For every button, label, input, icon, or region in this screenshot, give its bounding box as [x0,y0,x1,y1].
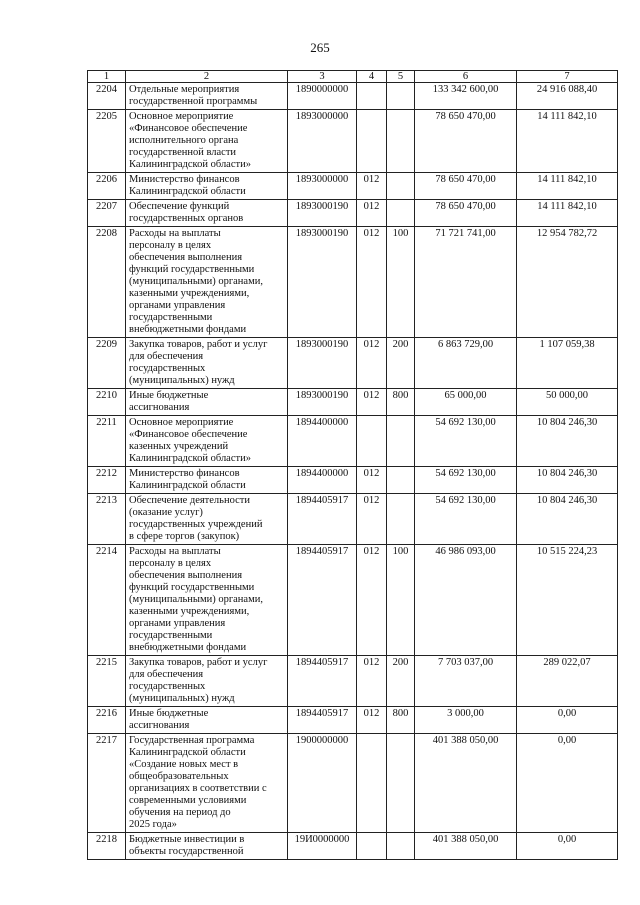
row-name: Закупка товаров, работ и услуг для обеспечения государственных (муниципальных) нужд [126,338,288,389]
row-code: 1893000190 [288,227,357,338]
row-name: Закупка товаров, работ и услуг для обеспечения государственных (муниципальных) нужд [126,656,288,707]
row-code: 1893000000 [288,173,357,200]
row-column-4: 012 [357,656,387,707]
table-row [88,338,618,389]
row-name: Расходы на выплаты персоналу в целях обеспечения выполнения функций государственными (муниципальными) органами, казенными учреждениями, органами управления государственными внебюджетными фондами [126,545,288,656]
row-column-4: 012 [357,200,387,227]
table-row [88,734,618,833]
row-code: 1894405917 [288,707,357,734]
row-amount-7: 50 000,00 [517,389,618,416]
row-code: 19И0000000 [288,833,357,860]
row-column-5 [387,83,415,110]
row-number: 2207 [88,200,126,227]
row-amount-6: 54 692 130,00 [415,416,517,467]
row-column-4: 012 [357,545,387,656]
row-column-5 [387,416,415,467]
row-number: 2205 [88,110,126,173]
row-number: 2218 [88,833,126,860]
row-code: 1894400000 [288,467,357,494]
column-header: 2 [126,71,288,83]
row-number: 2215 [88,656,126,707]
row-column-4: 012 [357,227,387,338]
row-amount-7: 10 515 224,23 [517,545,618,656]
row-column-4: 012 [357,707,387,734]
row-amount-6: 46 986 093,00 [415,545,517,656]
column-header: 3 [288,71,357,83]
row-code: 1900000000 [288,734,357,833]
row-amount-6: 6 863 729,00 [415,338,517,389]
row-amount-7: 10 804 246,30 [517,467,618,494]
row-amount-7: 0,00 [517,734,618,833]
row-number: 2214 [88,545,126,656]
row-column-4 [357,416,387,467]
row-code: 1893000190 [288,389,357,416]
row-name: Расходы на выплаты персоналу в целях обеспечения выполнения функций государственными (муниципальными) органами, казенными учреждениями, органами управления государственными внебюджетными фондами [126,227,288,338]
row-amount-6: 133 342 600,00 [415,83,517,110]
table-row [88,173,618,200]
row-amount-7: 289 022,07 [517,656,618,707]
row-column-5 [387,467,415,494]
row-amount-6: 3 000,00 [415,707,517,734]
row-amount-7: 0,00 [517,833,618,860]
row-amount-7: 24 916 088,40 [517,83,618,110]
row-column-5 [387,110,415,173]
table-header-row [88,71,618,83]
row-amount-7: 10 804 246,30 [517,494,618,545]
row-code: 1894400000 [288,416,357,467]
row-column-4 [357,110,387,173]
row-column-4 [357,833,387,860]
row-code: 1890000000 [288,83,357,110]
row-number: 2208 [88,227,126,338]
row-amount-6: 401 388 050,00 [415,734,517,833]
budget-table [87,70,618,860]
row-code: 1893000190 [288,338,357,389]
row-number: 2210 [88,389,126,416]
row-name: Министерство финансов Калининградской области [126,173,288,200]
table-row [88,227,618,338]
row-column-5: 100 [387,227,415,338]
row-column-4 [357,734,387,833]
row-amount-6: 71 721 741,00 [415,227,517,338]
row-column-4: 012 [357,467,387,494]
row-number: 2209 [88,338,126,389]
row-column-5: 200 [387,656,415,707]
row-number: 2204 [88,83,126,110]
row-column-5 [387,734,415,833]
row-column-5: 200 [387,338,415,389]
table-row [88,83,618,110]
table-row [88,707,618,734]
row-column-5 [387,173,415,200]
row-amount-6: 78 650 470,00 [415,110,517,173]
row-name: Министерство финансов Калининградской области [126,467,288,494]
row-column-5: 100 [387,545,415,656]
row-code: 1894405917 [288,656,357,707]
row-column-5 [387,833,415,860]
row-amount-6: 65 000,00 [415,389,517,416]
row-amount-7: 10 804 246,30 [517,416,618,467]
row-amount-6: 54 692 130,00 [415,467,517,494]
row-amount-6: 7 703 037,00 [415,656,517,707]
row-amount-7: 14 111 842,10 [517,110,618,173]
row-code: 1894405917 [288,494,357,545]
row-number: 2211 [88,416,126,467]
row-code: 1894405917 [288,545,357,656]
table-row [88,656,618,707]
table-row [88,833,618,860]
table-row [88,389,618,416]
row-amount-7: 1 107 059,38 [517,338,618,389]
table-row [88,494,618,545]
row-code: 1893000000 [288,110,357,173]
table-row [88,110,618,173]
row-column-5 [387,200,415,227]
row-name: Иные бюджетные ассигнования [126,389,288,416]
row-name: Отдельные мероприятия государственной программы [126,83,288,110]
row-name: Основное мероприятие «Финансовое обеспечение исполнительного органа государственной власти Калининградской области» [126,110,288,173]
row-name: Бюджетные инвестиции в объекты государственной [126,833,288,860]
table-row [88,200,618,227]
column-header: 4 [357,71,387,83]
row-column-5: 800 [387,707,415,734]
row-column-4: 012 [357,338,387,389]
row-name: Иные бюджетные ассигнования [126,707,288,734]
row-column-4: 012 [357,494,387,545]
row-number: 2213 [88,494,126,545]
row-number: 2216 [88,707,126,734]
row-name: Государственная программа Калининградской области «Создание новых мест в общеобразовательных организациях в соответствии с современными условиями обучения на период до 2025 года» [126,734,288,833]
table-row [88,416,618,467]
row-column-4 [357,83,387,110]
column-header: 1 [88,71,126,83]
row-code: 1893000190 [288,200,357,227]
row-name: Обеспечение деятельности (оказание услуг) государственных учреждений в сфере торгов (закупок) [126,494,288,545]
row-name: Обеспечение функций государственных органов [126,200,288,227]
row-amount-7: 14 111 842,10 [517,173,618,200]
row-number: 2217 [88,734,126,833]
row-amount-6: 401 388 050,00 [415,833,517,860]
row-name: Основное мероприятие «Финансовое обеспечение казенных учреждений Калининградской области» [126,416,288,467]
row-number: 2206 [88,173,126,200]
row-column-5 [387,494,415,545]
row-amount-7: 14 111 842,10 [517,200,618,227]
column-header: 6 [415,71,517,83]
column-header: 7 [517,71,618,83]
row-amount-7: 0,00 [517,707,618,734]
column-header: 5 [387,71,415,83]
row-column-4: 012 [357,173,387,200]
row-amount-7: 12 954 782,72 [517,227,618,338]
row-amount-6: 78 650 470,00 [415,173,517,200]
row-amount-6: 78 650 470,00 [415,200,517,227]
row-amount-6: 54 692 130,00 [415,494,517,545]
row-column-5: 800 [387,389,415,416]
row-column-4: 012 [357,389,387,416]
table-row [88,467,618,494]
page-number: 265 [310,40,330,55]
row-number: 2212 [88,467,126,494]
table-row [88,545,618,656]
